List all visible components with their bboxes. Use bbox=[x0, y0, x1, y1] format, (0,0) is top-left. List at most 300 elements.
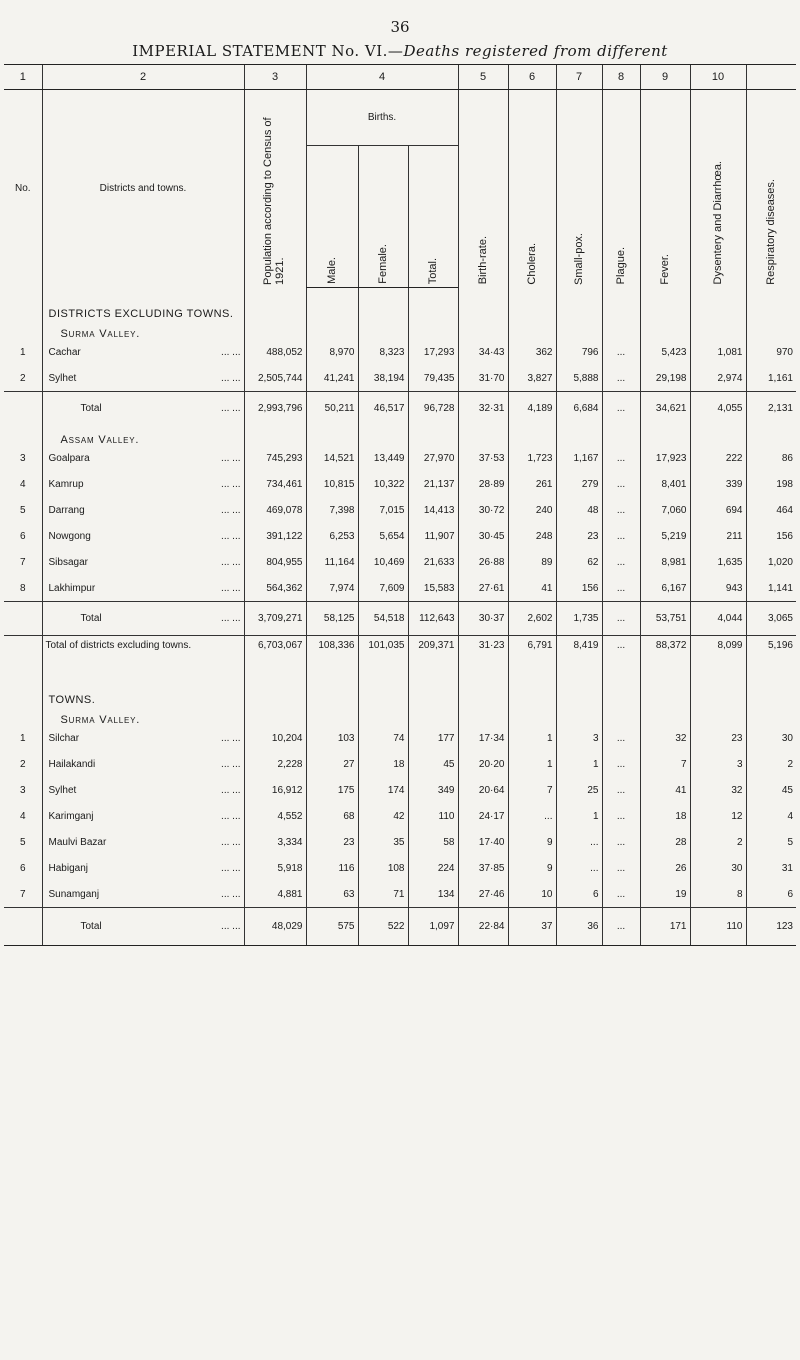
cell-smallpox: 1 bbox=[556, 804, 602, 830]
title-main: IMPERIAL STATEMENT No. VI.— bbox=[132, 42, 404, 60]
cell-male: 8,970 bbox=[306, 340, 358, 366]
cell-fever: 6,167 bbox=[640, 576, 690, 602]
cell-plague: ... bbox=[602, 882, 640, 908]
table-row bbox=[4, 752, 796, 778]
cell-total: 58 bbox=[408, 830, 458, 856]
cell-fever: 7 bbox=[640, 752, 690, 778]
cell-female: 108 bbox=[358, 856, 408, 882]
cell-resp: 970 bbox=[746, 340, 796, 366]
row-number: 5 bbox=[19, 505, 26, 516]
colnum-8: 8 bbox=[602, 65, 640, 90]
cell-male: 6,253 bbox=[306, 524, 358, 550]
blank-cell bbox=[408, 674, 458, 706]
cell-rate: 37·53 bbox=[458, 446, 508, 472]
blank-cell bbox=[746, 320, 796, 340]
cell-female: 8,323 bbox=[358, 340, 408, 366]
cell-total: 1,097 bbox=[408, 908, 458, 946]
blank-cell bbox=[602, 674, 640, 706]
cell-total: 27,970 bbox=[408, 446, 458, 472]
title-subtitle: Deaths registered from different bbox=[403, 42, 668, 60]
blank-cell bbox=[408, 706, 458, 726]
cell-rate: 32·31 bbox=[458, 392, 508, 426]
leader-dots: ... ... bbox=[221, 837, 241, 848]
cell-cholera: 9 bbox=[508, 856, 556, 882]
leader-dots: ... ... bbox=[221, 733, 241, 744]
cell-smallpox: 25 bbox=[556, 778, 602, 804]
cell-rate: 34·43 bbox=[458, 340, 508, 366]
cell-total: 224 bbox=[408, 856, 458, 882]
leader-dots: ... ... bbox=[221, 888, 241, 900]
cell-male: 175 bbox=[306, 778, 358, 804]
blank-cell bbox=[508, 320, 556, 340]
cell-smallpox: 796 bbox=[556, 340, 602, 366]
cell-fever: 88,372 bbox=[640, 636, 690, 674]
cell-pop: 2,505,744 bbox=[244, 366, 306, 392]
blank-cell bbox=[458, 426, 508, 446]
district-name bbox=[42, 392, 244, 426]
cell-total: 11,907 bbox=[408, 524, 458, 550]
leader-dots: ... ... bbox=[221, 921, 241, 932]
cell-female: 13,449 bbox=[358, 446, 408, 472]
row-number bbox=[4, 392, 42, 426]
district-name bbox=[42, 550, 244, 576]
no-cell bbox=[4, 288, 42, 320]
cell-female: 10,469 bbox=[358, 550, 408, 576]
cell-male: 63 bbox=[306, 882, 358, 908]
cell-pop: 6,703,067 bbox=[244, 636, 306, 674]
district-name bbox=[42, 524, 244, 550]
cell-rate: 27·61 bbox=[458, 576, 508, 602]
cell-rate: 17·40 bbox=[458, 830, 508, 856]
cell-total: 134 bbox=[408, 882, 458, 908]
cell-plague: ... bbox=[602, 498, 640, 524]
cell-dysentery: 222 bbox=[690, 446, 746, 472]
cell-female: 18 bbox=[358, 752, 408, 778]
cell-female: 522 bbox=[358, 908, 408, 946]
blank-cell bbox=[244, 426, 306, 446]
blank-cell bbox=[358, 426, 408, 446]
cell-plague: ... bbox=[602, 446, 640, 472]
row-number bbox=[4, 602, 42, 636]
cell-female: 74 bbox=[358, 726, 408, 752]
cell-resp: 45 bbox=[746, 778, 796, 804]
cell-female: 42 bbox=[358, 804, 408, 830]
header-population: Population according to Census of 1921. bbox=[244, 90, 306, 288]
blank-cell bbox=[640, 674, 690, 706]
district-name-text: Total bbox=[80, 613, 102, 624]
cell-resp: 30 bbox=[746, 726, 796, 752]
cell-fever: 171 bbox=[640, 908, 690, 946]
cell-total: 112,643 bbox=[408, 602, 458, 636]
cell-dysentery: 2 bbox=[690, 830, 746, 856]
no-cell bbox=[4, 706, 42, 726]
cell-female: 174 bbox=[358, 778, 408, 804]
cell-resp: 1,161 bbox=[746, 366, 796, 392]
cell-plague: ... bbox=[602, 830, 640, 856]
cell-dysentery: 339 bbox=[690, 472, 746, 498]
cell-resp: 4 bbox=[746, 804, 796, 830]
cell-pop: 564,362 bbox=[244, 576, 306, 602]
cell-cholera: ... bbox=[508, 804, 556, 830]
leader-dots: ... ... bbox=[221, 811, 241, 822]
district-name bbox=[42, 752, 244, 778]
table-row bbox=[4, 498, 796, 524]
cell-fever: 8,981 bbox=[640, 550, 690, 576]
cell-dysentery: 30 bbox=[690, 856, 746, 882]
table-row bbox=[4, 726, 796, 752]
total-row-surma bbox=[4, 392, 796, 426]
cell-male: 103 bbox=[306, 726, 358, 752]
cell-rate: 31·70 bbox=[458, 366, 508, 392]
cell-male: 7,398 bbox=[306, 498, 358, 524]
blank-cell bbox=[358, 288, 408, 320]
cell-rate: 20·20 bbox=[458, 752, 508, 778]
table-row bbox=[4, 446, 796, 472]
header-cholera: Cholera. bbox=[508, 90, 556, 288]
table-row bbox=[4, 830, 796, 856]
header-no: No. bbox=[14, 183, 31, 195]
blank-cell bbox=[556, 320, 602, 340]
cell-rate: 22·84 bbox=[458, 908, 508, 946]
district-name-text: Lakhimpur bbox=[48, 582, 96, 594]
cell-rate: 37·85 bbox=[458, 856, 508, 882]
cell-plague: ... bbox=[602, 856, 640, 882]
cell-fever: 19 bbox=[640, 882, 690, 908]
no-cell bbox=[4, 674, 42, 706]
cell-pop: 3,334 bbox=[244, 830, 306, 856]
cell-resp: 2,131 bbox=[746, 392, 796, 426]
cell-pop: 488,052 bbox=[244, 340, 306, 366]
header-fever: Fever. bbox=[640, 90, 690, 288]
cell-fever: 5,219 bbox=[640, 524, 690, 550]
cell-rate: 20·64 bbox=[458, 778, 508, 804]
cell-dysentery: 32 bbox=[690, 778, 746, 804]
cell-plague: ... bbox=[602, 636, 640, 674]
cell-plague: ... bbox=[602, 366, 640, 392]
blank-cell bbox=[306, 674, 358, 706]
cell-fever: 32 bbox=[640, 726, 690, 752]
section-towns-label: TOWNS. bbox=[42, 674, 244, 706]
cell-smallpox: 36 bbox=[556, 908, 602, 946]
cell-male: 575 bbox=[306, 908, 358, 946]
district-name bbox=[42, 498, 244, 524]
cell-cholera: 1 bbox=[508, 752, 556, 778]
cell-dysentery: 4,055 bbox=[690, 392, 746, 426]
cell-cholera: 6,791 bbox=[508, 636, 556, 674]
table-row bbox=[4, 882, 796, 908]
cell-fever: 34,621 bbox=[640, 392, 690, 426]
cell-male: 41,241 bbox=[306, 366, 358, 392]
cell-smallpox: 3 bbox=[556, 726, 602, 752]
leader-dots: ... ... bbox=[221, 759, 241, 770]
cell-fever: 8,401 bbox=[640, 472, 690, 498]
cell-total: 177 bbox=[408, 726, 458, 752]
cell-fever: 28 bbox=[640, 830, 690, 856]
section-surma-valley bbox=[4, 320, 796, 340]
cell-smallpox: 48 bbox=[556, 498, 602, 524]
cell-total: 21,137 bbox=[408, 472, 458, 498]
cell-fever: 18 bbox=[640, 804, 690, 830]
cell-plague: ... bbox=[602, 602, 640, 636]
cell-smallpox: 23 bbox=[556, 524, 602, 550]
district-name bbox=[42, 472, 244, 498]
no-cell bbox=[4, 320, 42, 340]
district-name-text: Karimganj bbox=[48, 811, 94, 822]
row-number: 6 bbox=[19, 531, 26, 542]
cell-resp: 198 bbox=[746, 472, 796, 498]
colnum-6: 6 bbox=[508, 65, 556, 90]
row-number: 5 bbox=[19, 837, 26, 848]
blank-cell bbox=[556, 706, 602, 726]
blank-cell bbox=[690, 426, 746, 446]
blank-cell bbox=[408, 426, 458, 446]
district-name-text: Cachar bbox=[48, 347, 81, 358]
district-name-text: Sylhet bbox=[48, 785, 77, 796]
cell-fever: 41 bbox=[640, 778, 690, 804]
cell-pop: 3,709,271 bbox=[244, 602, 306, 636]
cell-resp: 2 bbox=[746, 752, 796, 778]
cell-cholera: 9 bbox=[508, 830, 556, 856]
district-name-text: Total bbox=[80, 403, 102, 415]
blank-cell bbox=[244, 320, 306, 340]
cell-fever: 5,423 bbox=[640, 340, 690, 366]
cell-female: 5,654 bbox=[358, 524, 408, 550]
district-name bbox=[42, 726, 244, 752]
header-plague: Plague. bbox=[602, 90, 640, 288]
row-number: 3 bbox=[19, 785, 26, 796]
cell-female: 101,035 bbox=[358, 636, 408, 674]
cell-rate: 30·45 bbox=[458, 524, 508, 550]
cell-rate: 28·89 bbox=[458, 472, 508, 498]
cell-resp: 5,196 bbox=[746, 636, 796, 674]
blank-cell bbox=[690, 674, 746, 706]
header-respiratory: Respiratory diseases. bbox=[746, 90, 796, 288]
column-number-row bbox=[4, 65, 796, 90]
row-number: 2 bbox=[19, 372, 26, 384]
cell-male: 14,521 bbox=[306, 446, 358, 472]
cell-rate: 31·23 bbox=[458, 636, 508, 674]
table-row bbox=[4, 472, 796, 498]
leader-dots: ... ... bbox=[221, 613, 241, 624]
cell-plague: ... bbox=[602, 726, 640, 752]
blank-cell bbox=[408, 320, 458, 340]
header-female: Female. bbox=[358, 146, 408, 288]
district-name-text: Nowgong bbox=[48, 531, 91, 542]
leader-dots: ... ... bbox=[221, 453, 241, 464]
blank-cell bbox=[244, 288, 306, 320]
row-number: 4 bbox=[19, 811, 26, 822]
leader-dots: ... ... bbox=[221, 403, 241, 415]
blank-cell bbox=[746, 706, 796, 726]
section-towns bbox=[4, 674, 796, 706]
cell-dysentery: 1,081 bbox=[690, 340, 746, 366]
cell-plague: ... bbox=[602, 340, 640, 366]
cell-dysentery: 110 bbox=[690, 908, 746, 946]
cell-dysentery: 1,635 bbox=[690, 550, 746, 576]
blank-cell bbox=[640, 320, 690, 340]
blank-cell bbox=[458, 288, 508, 320]
grand-total-row bbox=[4, 636, 796, 674]
cell-resp: 464 bbox=[746, 498, 796, 524]
cell-fever: 29,198 bbox=[640, 366, 690, 392]
no-cell bbox=[4, 636, 42, 674]
blank-cell bbox=[746, 674, 796, 706]
header-row-top bbox=[4, 90, 796, 146]
cell-total: 110 bbox=[408, 804, 458, 830]
cell-male: 27 bbox=[306, 752, 358, 778]
blank-cell bbox=[746, 288, 796, 320]
cell-resp: 3,065 bbox=[746, 602, 796, 636]
header-districts: Districts and towns. bbox=[42, 90, 244, 288]
cell-smallpox: ... bbox=[556, 830, 602, 856]
blank-cell bbox=[508, 674, 556, 706]
cell-resp: 6 bbox=[746, 882, 796, 908]
blank-cell bbox=[556, 426, 602, 446]
cell-dysentery: 943 bbox=[690, 576, 746, 602]
cell-smallpox: ... bbox=[556, 856, 602, 882]
cell-dysentery: 12 bbox=[690, 804, 746, 830]
cell-total: 209,371 bbox=[408, 636, 458, 674]
blank-cell bbox=[602, 706, 640, 726]
cell-male: 23 bbox=[306, 830, 358, 856]
district-name bbox=[42, 602, 244, 636]
cell-smallpox: 279 bbox=[556, 472, 602, 498]
statement-table bbox=[4, 64, 796, 946]
blank-cell bbox=[640, 706, 690, 726]
cell-smallpox: 1,167 bbox=[556, 446, 602, 472]
leader-dots: ... ... bbox=[221, 582, 241, 594]
district-name-text: Goalpara bbox=[48, 453, 90, 464]
cell-male: 7,974 bbox=[306, 576, 358, 602]
cell-smallpox: 8,419 bbox=[556, 636, 602, 674]
cell-rate: 30·37 bbox=[458, 602, 508, 636]
table-row bbox=[4, 856, 796, 882]
cell-rate: 30·72 bbox=[458, 498, 508, 524]
cell-smallpox: 156 bbox=[556, 576, 602, 602]
statement-title bbox=[0, 42, 800, 60]
leader-dots: ... ... bbox=[221, 863, 241, 874]
cell-cholera: 37 bbox=[508, 908, 556, 946]
cell-pop: 745,293 bbox=[244, 446, 306, 472]
blank-cell bbox=[358, 320, 408, 340]
cell-total: 14,413 bbox=[408, 498, 458, 524]
district-name-text: Hailakandi bbox=[48, 759, 96, 770]
cell-pop: 10,204 bbox=[244, 726, 306, 752]
header-births: Births. bbox=[306, 90, 458, 146]
district-name bbox=[42, 446, 244, 472]
grand-total-label: Total of districts excluding towns. bbox=[42, 636, 244, 674]
cell-rate: 17·34 bbox=[458, 726, 508, 752]
cell-pop: 2,993,796 bbox=[244, 392, 306, 426]
blank-cell bbox=[508, 706, 556, 726]
cell-fever: 26 bbox=[640, 856, 690, 882]
cell-pop: 48,029 bbox=[244, 908, 306, 946]
district-name-text: Sunamganj bbox=[48, 888, 100, 900]
cell-pop: 391,122 bbox=[244, 524, 306, 550]
cell-male: 10,815 bbox=[306, 472, 358, 498]
header-birth-rate: Birth-rate. bbox=[458, 90, 508, 288]
row-number: 4 bbox=[19, 479, 26, 490]
cell-resp: 86 bbox=[746, 446, 796, 472]
no-cell bbox=[4, 426, 42, 446]
row-number: 7 bbox=[19, 557, 26, 568]
blank-cell bbox=[458, 320, 508, 340]
cell-pop: 5,918 bbox=[244, 856, 306, 882]
blank-cell bbox=[306, 288, 358, 320]
section-assam-valley bbox=[4, 426, 796, 446]
section-surma-valley-label: Surma Valley. bbox=[42, 320, 244, 340]
cell-pop: 16,912 bbox=[244, 778, 306, 804]
cell-cholera: 362 bbox=[508, 340, 556, 366]
table-row bbox=[4, 576, 796, 602]
cell-cholera: 3,827 bbox=[508, 366, 556, 392]
table-row bbox=[4, 524, 796, 550]
leader-dots: ... ... bbox=[221, 557, 241, 568]
cell-pop: 4,552 bbox=[244, 804, 306, 830]
district-name-text: Darrang bbox=[48, 505, 85, 516]
blank-cell bbox=[690, 706, 746, 726]
cell-smallpox: 1,735 bbox=[556, 602, 602, 636]
cell-cholera: 7 bbox=[508, 778, 556, 804]
leader-dots: ... ... bbox=[221, 505, 241, 516]
cell-cholera: 41 bbox=[508, 576, 556, 602]
cell-resp: 1,141 bbox=[746, 576, 796, 602]
cell-cholera: 2,602 bbox=[508, 602, 556, 636]
blank-cell bbox=[306, 706, 358, 726]
district-name bbox=[42, 882, 244, 908]
cell-cholera: 240 bbox=[508, 498, 556, 524]
section-districts bbox=[4, 288, 796, 320]
cell-plague: ... bbox=[602, 392, 640, 426]
total-row-towns bbox=[4, 908, 796, 946]
cell-resp: 156 bbox=[746, 524, 796, 550]
district-name bbox=[42, 778, 244, 804]
cell-male: 50,211 bbox=[306, 392, 358, 426]
cell-total: 349 bbox=[408, 778, 458, 804]
cell-dysentery: 4,044 bbox=[690, 602, 746, 636]
blank-cell bbox=[458, 706, 508, 726]
cell-smallpox: 5,888 bbox=[556, 366, 602, 392]
page-number: 36 bbox=[390, 18, 410, 36]
blank-cell bbox=[306, 320, 358, 340]
table-row bbox=[4, 550, 796, 576]
cell-resp: 5 bbox=[746, 830, 796, 856]
cell-pop: 2,228 bbox=[244, 752, 306, 778]
cell-dysentery: 2,974 bbox=[690, 366, 746, 392]
cell-male: 116 bbox=[306, 856, 358, 882]
district-name-text: Silchar bbox=[48, 733, 80, 744]
row-number: 1 bbox=[19, 347, 26, 358]
district-name bbox=[42, 366, 244, 392]
cell-cholera: 1 bbox=[508, 726, 556, 752]
district-name bbox=[42, 830, 244, 856]
district-name-text: Sylhet bbox=[48, 372, 77, 384]
cell-dysentery: 211 bbox=[690, 524, 746, 550]
district-name-text: Sibsagar bbox=[48, 557, 88, 568]
total-row-assam bbox=[4, 602, 796, 636]
header-smallpox: Small-pox. bbox=[556, 90, 602, 288]
colnum-7: 7 bbox=[556, 65, 602, 90]
district-name bbox=[42, 340, 244, 366]
blank-cell bbox=[244, 706, 306, 726]
cell-cholera: 4,189 bbox=[508, 392, 556, 426]
row-number: 1 bbox=[19, 733, 26, 744]
cell-dysentery: 8,099 bbox=[690, 636, 746, 674]
colnum-4: 4 bbox=[306, 65, 458, 90]
blank-cell bbox=[358, 706, 408, 726]
colnum-3: 3 bbox=[244, 65, 306, 90]
cell-resp: 123 bbox=[746, 908, 796, 946]
